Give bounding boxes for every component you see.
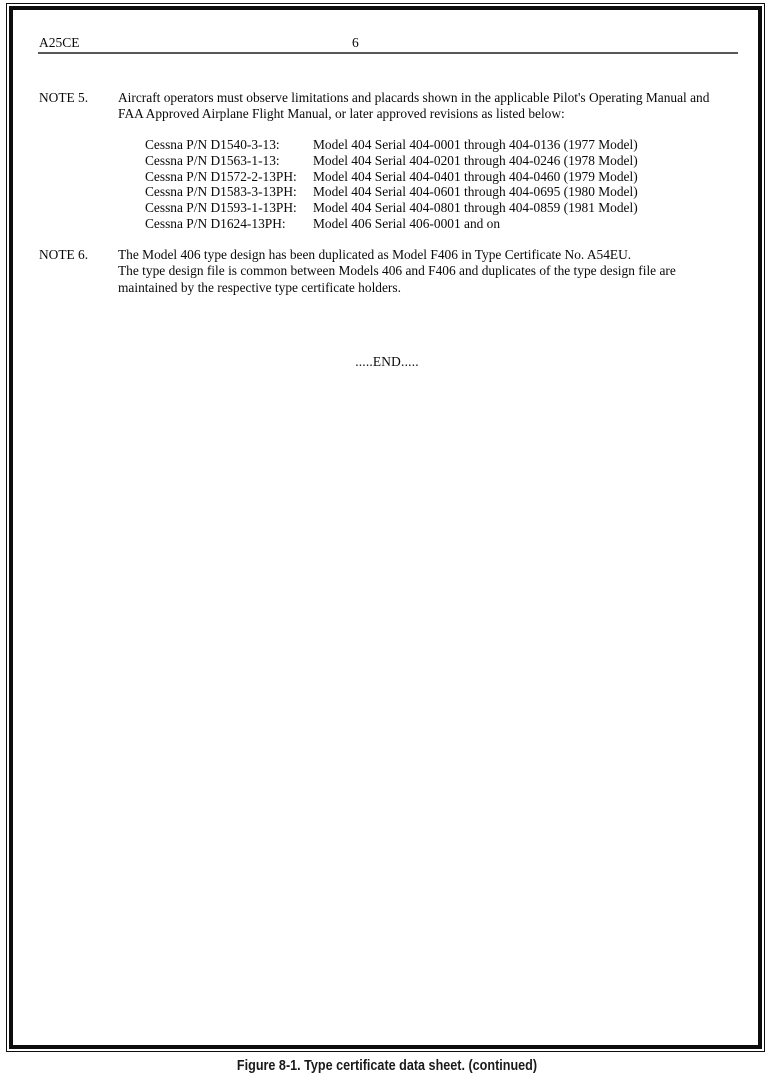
note-5-text (118, 90, 709, 123)
header-docket-number: A25CE (39, 35, 80, 50)
revision-part-number: Cessna P/N D1624-13PH: (145, 215, 286, 231)
revision-serial-range: Model 404 Serial 404-0401 through 404-0460 (1979 Model) (313, 168, 638, 184)
note-6-label: NOTE 6. (39, 247, 89, 262)
revision-serial-range: Model 404 Serial 404-0801 through 404-0859 (1981 Model) (313, 200, 638, 215)
revision-part-number: Cessna P/N D1563-1-13: (145, 152, 280, 168)
header-rule (38, 52, 738, 54)
note-5-label: NOTE 5. (39, 90, 89, 105)
revision-serial-range: Model 406 Serial 406-0001 and on (313, 215, 501, 231)
revision-serial-range: Model 404 Serial 404-0201 through 404-0246 (1978 Model) (313, 152, 638, 168)
revision-list (145, 137, 638, 232)
revision-serial-range: Model 404 Serial 404-0601 through 404-0695 (1980 Model) (313, 184, 638, 200)
note-6-line: The Model 406 type design has been duplicated as Model F406 in Type Certificate No. A54EU. (118, 247, 632, 262)
header-page-number: 6 (352, 35, 359, 50)
figure-caption: Figure 8-1. Type certificate data sheet. (continued) (236, 1057, 538, 1074)
revision-row (145, 169, 638, 185)
note-5-line: FAA Approved Airplane Flight Manual, or later approved revisions as listed below: (118, 106, 565, 122)
note-6-text (118, 247, 676, 296)
revision-row (145, 137, 638, 153)
note-5-line: Aircraft operators must observe limitations and placards shown in the applicable Pilot's Operating Manual and (118, 90, 710, 105)
revision-row (145, 153, 638, 169)
note-6-line: The type design file is common between Models 406 and F406 and duplicates of the type design file are (118, 263, 676, 279)
revision-row (145, 200, 638, 216)
revision-part-number: Cessna P/N D1593-1-13PH: (145, 200, 297, 215)
revision-part-number: Cessna P/N D1572-2-13PH: (145, 168, 297, 184)
revision-part-number: Cessna P/N D1540-3-13: (145, 137, 280, 152)
revision-row (145, 184, 638, 200)
end-marker: .....END..... (355, 354, 419, 369)
revision-part-number: Cessna P/N D1583-3-13PH: (145, 184, 297, 200)
note-6-line: maintained by the respective type certificate holders. (118, 279, 401, 295)
revision-serial-range: Model 404 Serial 404-0001 through 404-0136 (1977 Model) (313, 137, 638, 152)
revision-row (145, 216, 638, 232)
